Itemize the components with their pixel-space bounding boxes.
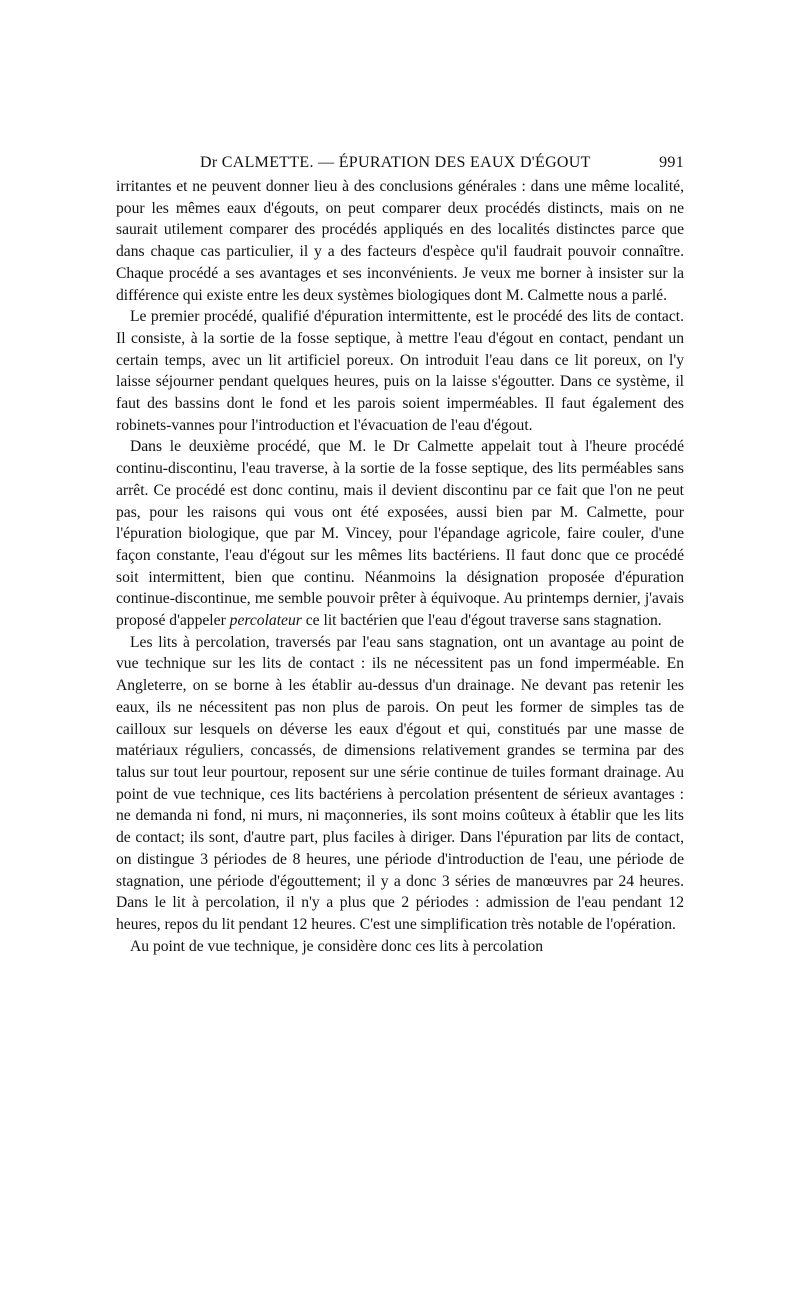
paragraph-3-text-start: Dans le deuxième procédé, que M. le Dr Calmette appelait tout à l'heure procédé continu-discontinu, l'eau traverse, à la sortie de la fosse septique, des lits perméables sans arrêt. Ce procédé est donc continu, mais il devient discontinu par ce fait que l'on ne peut pas, pour les raisons qui vous ont été exposées, aussi bien par M. Calmette, pour l'épuration biologique, que par M. Vincey, pour l'épandage agricole, faire couler, d'une façon constante, l'eau d'égout sur les mêmes lits bactériens. Il faut donc que ce procédé soit intermittent, bien que continu. Néanmoins la désignation proposée d'épuration continue-discontinue, me semble pouvoir prêter à équivoque. Au printemps dernier, j'avais proposé d'appeler bbox=[116, 438, 684, 630]
paragraph-2: Le premier procédé, qualifié d'épuration intermittente, est le procédé des lits de contact. Il consiste, à la sortie de la fosse septique, à mettre l'eau d'égout en contact, pendant un certain temps, avec un lit artificiel poreux. On introduit l'eau dans ce lit poreux, on l'y laisse séjourner pendant quelques heures, puis on la laisse s'égoutter. Dans ce système, il faut des bassins dont le fond et les parois soient imperméables. Il faut également des robinets-vannes pour l'introduction et l'évacuation de l'eau d'égout. bbox=[116, 308, 684, 434]
paragraph-4: Les lits à percolation, traversés par l'eau sans stagnation, ont un avantage au point de vue technique sur les lits de contact : ils ne nécessitent pas un fond imperméable. En Angleterre, on se borne à les établir au-dessus d'un drainage. Ne devant pas retenir les eaux, ils ne nécessitent pas non plus de parois. On peut les former de simples tas de cailloux sur lesquels on déverse les eaux d'égout et qui, constitués par une masse de matériaux réguliers, concassés, de dimensions relativement grandes se termina par des talus sur tout leur pourtour, reposent sur une série continue de tuiles formant drainage. Au point de vue technique, ces lits bactériens à percolation présentent de sérieux avantages : ne demanda ni fond, ni murs, ni maçonneries, ils sont moins coûteux à établir que les lits de contact; ils sont, d'autre part, plus faciles à diriger. Dans l'épuration par lits de contact, on distingue 3 périodes de 8 heures, une période d'introduction de l'eau, une période de stagnation, une période d'égouttement; il y a donc 3 séries de manœuvres par 24 heures. Dans le lit à percolation, il n'y a plus que 2 périodes : admission de l'eau pendant 12 heures, repos du lit pendant 12 heures. C'est une simplification très notable de l'opération. bbox=[116, 633, 684, 933]
paragraph-5: Au point de vue technique, je considère donc ces lits à percolation bbox=[130, 937, 544, 955]
page-number: 991 bbox=[659, 154, 684, 171]
running-header bbox=[116, 150, 684, 176]
italic-term-percolateur: percolateur bbox=[229, 612, 302, 630]
paragraph-1: irritantes et ne peuvent donner lieu à des conclusions générales : dans une même localité, pour les mêmes eaux d'égouts, on peut comparer deux procédés distincts, mais on ne saurait utilement comparer des procédés appliqués en des localités distinctes parce que dans chaque cas particulier, il y a des facteurs d'espèce qu'il faudrait pouvoir connaître. Chaque procédé a ses avantages et ses inconvénients. Je veux me borner à insister sur la différence qui existe entre les deux systèmes biologiques dont M. Calmette nous a parlé. bbox=[116, 178, 684, 304]
book-page bbox=[116, 150, 684, 957]
paragraph-3-text-end: ce lit bactérien que l'eau d'égout traverse sans stagnation. bbox=[301, 612, 662, 630]
running-title: Dr CALMETTE. — ÉPURATION DES EAUX D'ÉGOUT bbox=[200, 154, 591, 171]
paragraph-3 bbox=[116, 436, 684, 631]
